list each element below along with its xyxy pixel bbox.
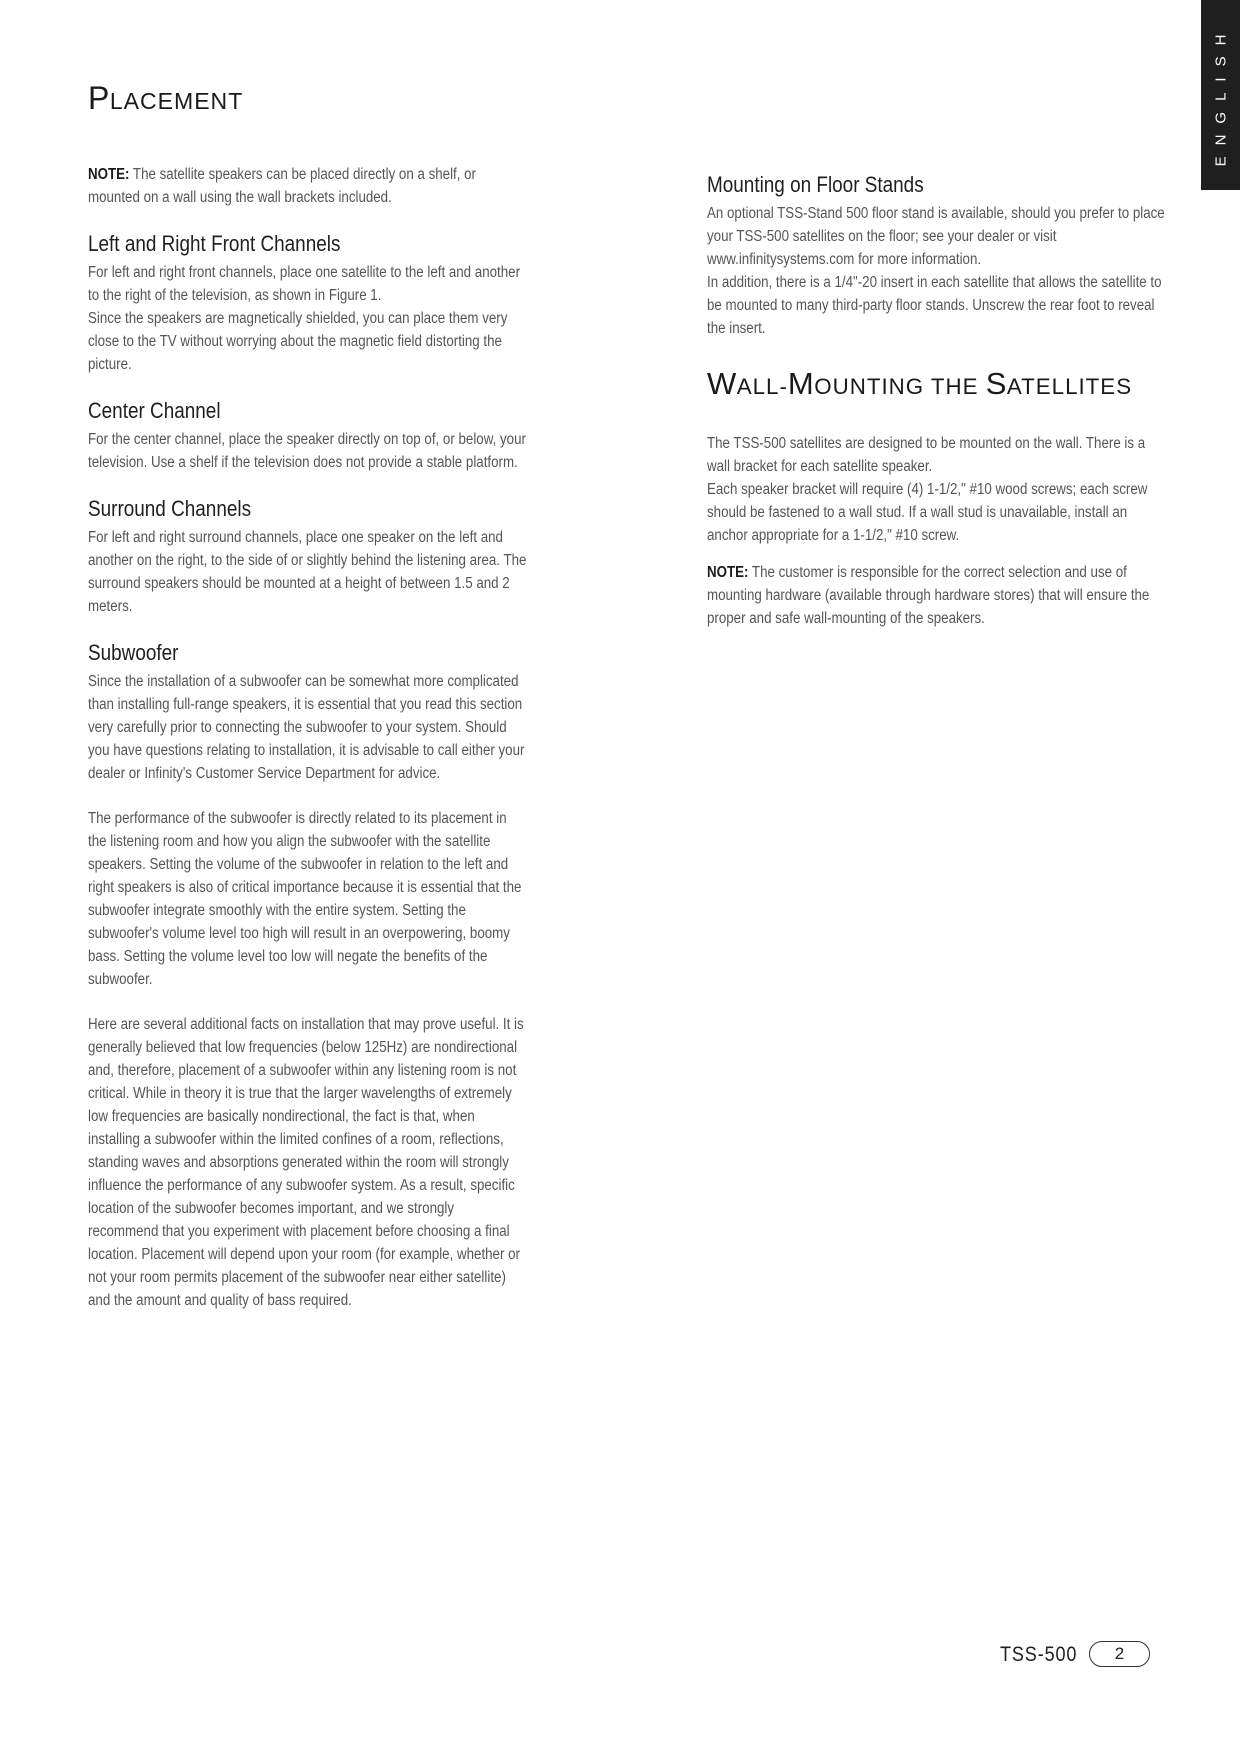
wall-mounting-note: NOTE: The customer is responsible for the correct selection and use of mounting hardware (available through hardware stores) that will ensure the proper and safe wall-mounting of the speakers. bbox=[707, 564, 1150, 627]
surround-channels-text: For left and right surround channels, place one speaker on the left and another on the right, to the side of or slightly behind the listening area. The surround speakers should be mounted at a height of between 1.5 and 2 meters. bbox=[88, 529, 527, 615]
front-channels-text-1: For left and right front channels, place one satellite to the left and another to the right of the television, as shown in Figure 1. bbox=[88, 264, 521, 304]
language-tab-label: ENGLISH bbox=[1212, 23, 1229, 167]
page-number: 2 bbox=[1089, 1641, 1150, 1667]
wall-mounting-text-2: Each speaker bracket will require (4) 1-1/2," #10 wood screws; each screw should be fastened to a wall stud. If a wall stud is unavailable, install an anchor appropriate for a 1-1/2," #10 screw. bbox=[707, 481, 1148, 544]
language-tab bbox=[1201, 0, 1240, 190]
subwoofer-text-1: Since the installation of a subwoofer can be somewhat more complicated than installing full-range speakers, it is essential that you read this section very carefully prior to connecting the subwoofer to your system. Should you have questions relating to installation, it is advisable to call either your dealer or Infinity's Customer Service Department for advice. bbox=[88, 673, 525, 782]
floor-stands-text-1: An optional TSS-Stand 500 floor stand is available, should you prefer to place your TSS-500 satellites on the floor; see your dealer or visit www.infinitysystems.com for more information. bbox=[707, 205, 1165, 268]
right-column bbox=[707, 172, 1167, 630]
surround-channels-heading: Surround Channels bbox=[88, 496, 252, 521]
footer-model: TSS-500 bbox=[1000, 1643, 1078, 1666]
floor-stands-text-2: In addition, there is a 1/4"-20 insert in each satellite that allows the satellite to be mounted to many third-party floor stands. Unscrew the rear foot to reveal the insert. bbox=[707, 274, 1162, 337]
center-channel-heading: Center Channel bbox=[88, 398, 221, 423]
left-column bbox=[88, 80, 528, 1312]
placement-note: NOTE: The satellite speakers can be placed directly on a shelf, or mounted on a wall using the wall brackets included. bbox=[88, 166, 477, 206]
front-channels-heading: Left and Right Front Channels bbox=[88, 231, 341, 256]
subwoofer-text-3: Here are several additional facts on installation that may prove useful. It is generally believed that low frequencies (below 125Hz) are nondirectional and, therefore, placement of a subwoofer within any listening room is not critical. While in theory it is true that the larger wavelengths of extremely low frequencies are basically nondirectional, the fact is that, when installing a subwoofer within the limited confines of a room, reflections, standing waves and absorptions generated within the room will strongly influence the performance of any subwoofer system. As a result, specific location of the subwoofer becomes important, and we strongly recommend that you experiment with placement before choosing a final location. Placement will depend upon your room (for example, whether or not your room permits placement of the subwoofer near either satellite) and the amount and quality of bass required. bbox=[88, 1016, 524, 1309]
subwoofer-heading: Subwoofer bbox=[88, 640, 179, 665]
wall-mounting-text-1: The TSS-500 satellites are designed to be mounted on the wall. There is a wall bracket for each satellite speaker. bbox=[707, 435, 1146, 475]
subwoofer-text-2: The performance of the subwoofer is directly related to its placement in the listening room and how you align the subwoofer with the satellite speakers. Setting the volume of the subwoofer in relation to the left and right speakers is also of critical importance because it is essential that the subwoofer integrate smoothly with the entire system. Setting the subwoofer's volume level too high will result in an overpowering, boomy bass. Setting the volume level too low will negate the benefits of the subwoofer. bbox=[88, 810, 522, 988]
wall-mounting-title: WALL-MOUNTING THE SATELLITES bbox=[707, 366, 1133, 401]
page-title: PLACEMENT bbox=[88, 80, 244, 116]
front-channels-text-2: Since the speakers are magnetically shielded, you can place them very close to the TV without worrying about the magnetic field distorting the picture. bbox=[88, 310, 508, 373]
center-channel-text: For the center channel, place the speaker directly on top of, or below, your television. Use a shelf if the television does not provide a stable platform. bbox=[88, 431, 526, 471]
floor-stands-heading: Mounting on Floor Stands bbox=[707, 172, 924, 197]
